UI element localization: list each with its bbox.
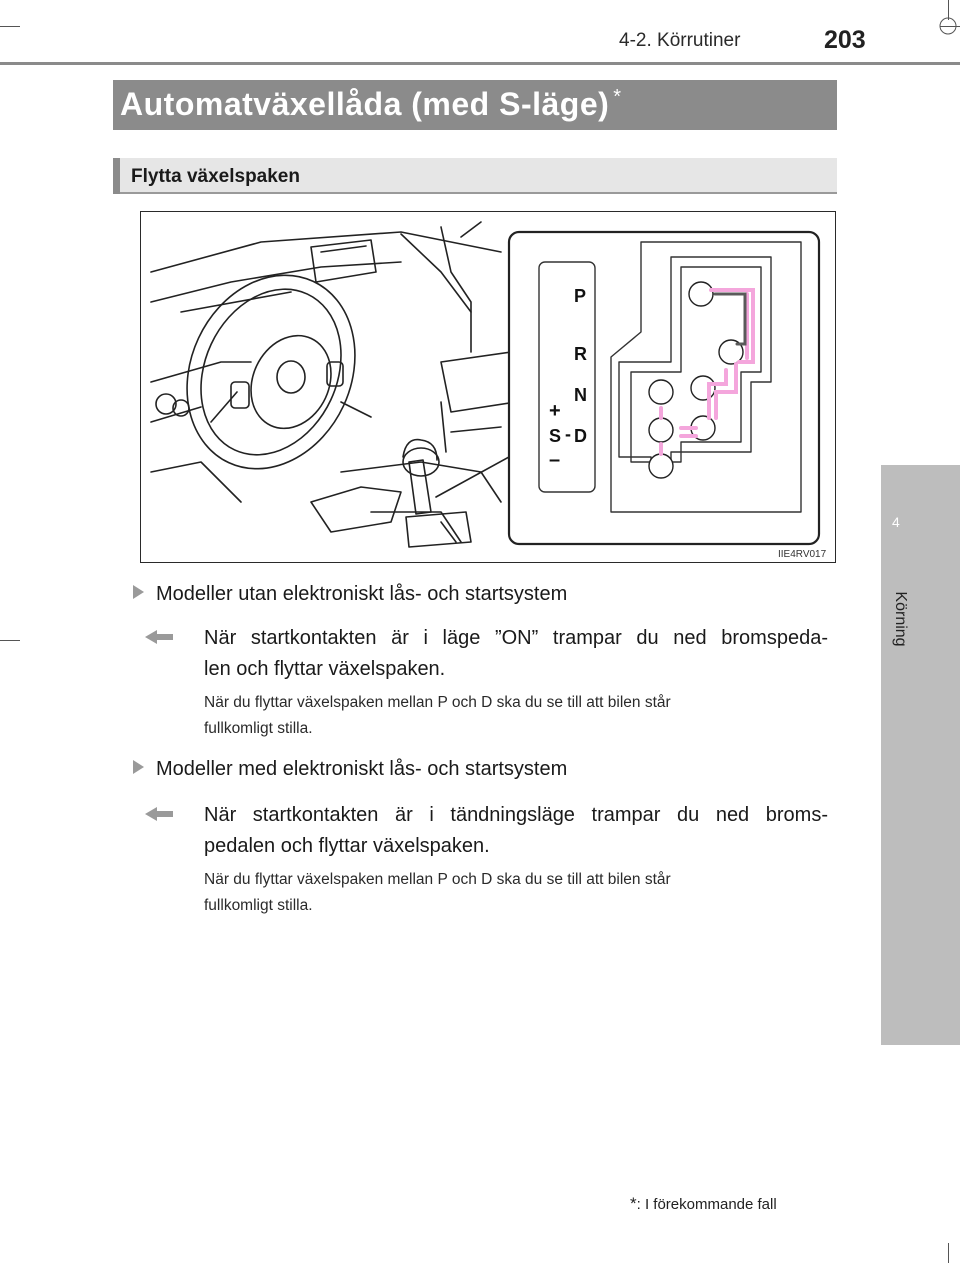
section-heading-1: [133, 583, 567, 606]
note-text-2: [204, 867, 832, 919]
triangle-bullet-icon: [133, 585, 144, 599]
figure-code: IIE4RV017: [778, 549, 827, 560]
section-heading-text: Modeller med elektroniskt lås- och startsystem: [156, 758, 568, 780]
instruction-line: När startkontakten är i läge ”ON” trampar du ned bromspeda-: [204, 627, 828, 649]
page-number: 203: [824, 26, 866, 54]
gate-position-p: [689, 282, 713, 306]
crop-mark: [948, 1243, 949, 1263]
gate-position-n: [691, 376, 715, 400]
instruction-line: len och flyttar växelspaken.: [204, 658, 446, 680]
gear-label-r: R: [574, 344, 587, 364]
header-rule: [0, 62, 960, 65]
gate-position-s: [649, 418, 673, 442]
note-text-1: [204, 690, 832, 742]
gear-label-plus: +: [549, 400, 561, 422]
title-asterisk: *: [613, 86, 622, 109]
note-line: fullkomligt stilla.: [204, 897, 313, 914]
subheading-accent-bar: [113, 158, 120, 194]
instruction-text-1: [204, 623, 828, 685]
page-title: [120, 86, 622, 123]
crop-mark: [0, 640, 20, 641]
gear-label-n: N: [574, 385, 587, 405]
gear-label-s: S: [549, 426, 562, 446]
page-title-text: Automatväxellåda (med S-läge): [120, 86, 610, 122]
running-header-section: 4-2. Körrutiner: [619, 30, 741, 51]
section-heading-text: Modeller utan elektroniskt lås- och startsystem: [156, 583, 568, 605]
footnote-text: : I förekommande fall: [636, 1196, 777, 1213]
footnote-marker: *: [630, 1194, 637, 1213]
instruction-line: pedalen och flyttar växelspaken.: [204, 835, 490, 857]
gear-indicator-strip: [539, 262, 595, 492]
chapter-name: [880, 580, 920, 647]
gate-position-minus: [649, 454, 673, 478]
gear-shift-illustration: [140, 211, 836, 563]
note-line: När du flyttar växelspaken mellan P och D ska du se till att bilen står: [204, 871, 671, 888]
section-heading-2: [133, 758, 567, 781]
instruction-text-2: [204, 800, 828, 862]
arrow-left-icon: [145, 806, 173, 822]
gear-label-dash: -: [565, 424, 571, 444]
note-line: När du flyttar växelspaken mellan P och D ska du se till att bilen står: [204, 694, 671, 711]
car-interior-drawing: [141, 212, 835, 562]
chapter-number: 4: [892, 514, 900, 530]
gear-label-minus: –: [549, 449, 561, 471]
arrow-left-icon: [145, 629, 173, 645]
gate-position-plus: [649, 380, 673, 404]
instruction-line: När startkontakten är i tändningsläge trampar du ned broms-: [204, 804, 828, 826]
triangle-bullet-icon: [133, 760, 144, 774]
footnote: [630, 1194, 777, 1214]
crop-mark: [0, 26, 20, 27]
registration-mark-icon: [936, 14, 960, 38]
chapter-name-label: Körning: [892, 591, 909, 647]
subheading: Flytta växelspaken: [131, 166, 300, 187]
note-line: fullkomligt stilla.: [204, 720, 313, 737]
chapter-tab: [881, 465, 960, 1045]
gear-label-p: P: [574, 286, 587, 306]
gear-label-d: D: [574, 426, 587, 446]
